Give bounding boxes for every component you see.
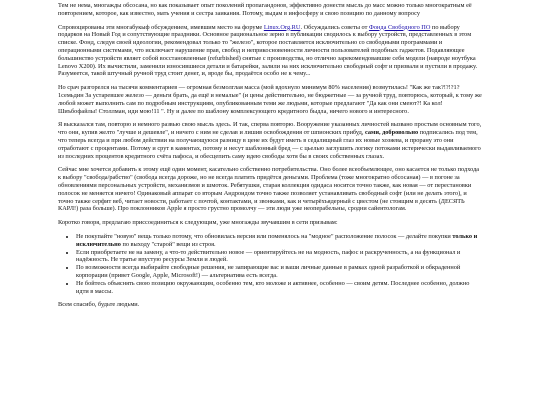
calls-list: [58, 233, 482, 295]
list-item: [76, 264, 482, 280]
list-item: [76, 249, 482, 265]
list-item-text: Не бойтесь объяснять свою позицию окружающим, особенно тем, кто моложе и активнее, особенно — своим детям. Последнее особенно, должно идти в массы.: [76, 279, 470, 295]
list-item-bold: только и исключительно: [76, 232, 478, 248]
consumerism-paragraph: Сейчас мне хочется добавить к этому ещё один момент, касательно собственно потребительства. Оно более всеобъемлющее, оно касается не только подхода к выбору "свобода/рабство" (свобода всегда дороже, но не всегда платить придётся деньгами. Проблема (тоже многократно обсосаная) — в погоне за обновлениями персональных устройств, механизмов и шмоток. Ребятушки, старая коллекция одидаса носится точно также, как новая — от перестановки полосок не меняется ничего! Одинаковый аппарат со вторым Андроидом точно также позволяет устанавливать свободный софт (или не делать этого), и точно также серфит веб, читает новости, работает с почтой, контактами, и звонками, как и четырёхъядерный с цвестом (не стоящим в десять (ДЕСЯТЬ КАРЛ!) раза больше). Про поклонников Apple я просто грустно промолчу — эти люди уже неоперабельны, сродни сайентологам.: [58, 166, 480, 213]
intro-paragraph: Тем не нема, многажды обсосана, но как показывает опыт поколений пропагандонов, эффективно донести мысль до масс можно только многократным её повторением, которое, как известно, мать учения и сестра заикания. Потому, выдам в инфосферу и свою позицию по данному вопросу: [58, 2, 472, 17]
list-item: [76, 280, 482, 296]
flame-paragraph: Но срач разгорелся на тысячи комментариев — огромная безмолглая масса (мой вдохнуло минимум 80% населения) возмутилась! "Как же так?!?!?1?1семьдин За устаревшее железо — деньги брать, да ещё и немалые" (и цены действительно, не бюджетные — за ручной труд, повторюсь, который, к тому же любой может выполнить сам по подробным инструкциям, опубликованным теми же людьми, которые предлагают "Да как они смеют?! Ка кол! Шиъбофайлы! Столлман, иди мою!11 ". Ну и далее по шаблону комплексующего кредитного быдла, ничего нового и интересного.: [58, 84, 482, 115]
list-item-text: Если приобретаете не на замену, а что-то действительно новое — ориентируйтесь не на модность, пафос и раскрученность, а на функционал и надёжность. Не тратье впустую ресурсы Земли и людей.: [76, 248, 461, 264]
opinion-text-start: Я высказался там, повторю и немного развью свою мысль здесь. И так, сперва повторю. Вооружение указанных личностей вызвано простым основным того, что они, купив желто "лучше и дешевле", и ничего с ним не сделав и лишив освобождения от шпионских прибуд,: [58, 121, 482, 137]
closing-paragraph: Всем спасибо, будьте людьми.: [58, 301, 140, 309]
list-item-text: По возможности всегда выбирайте свободные решения, не запирающие вас и ваши личные данные в рамках одной разработкой и обкраденной корпорации (привет Google, Apple, Microsoft!) — альтернатива есть всегда.: [76, 264, 461, 279]
context-paragraph: [58, 24, 482, 79]
list-item-text-end: по выходу "старой" вещи из строя.: [120, 240, 216, 248]
context-text-start: Спровоцированы эти многабукыф обсуждением, имевшим место на форуме: [58, 23, 264, 31]
call-paragraph: Коротко говоря, предлагаю приссоединиться к следующим, уже многажды звучавшим в сети призывам:: [58, 219, 338, 227]
linux-org-ru-link[interactable]: Linux.Org.RU: [263, 23, 301, 31]
context-text-end: по выбору подарков на Новый Год и сопутствующие праздники. Основное рациональное зерно в публикации сводилось к выбору устройств, представленных в этом списке. Фонд, следуя своей идеологии, рекомендовал только то "железо", которое поставляется исключительно со свободными программами и операционными системами, что исключает нарушение прав, свобод и неприкосновенности личности пользователей подобных гаджетов. Подавляющее большинство устройств являет собой восстановленные (refurbished) снятые с производства, но отлично зарекомендовавшие себя модели (навроде ноутбука Lenovo X200). Их вычистили, заменили износившиеся детали и батарейки, залили на них исключительно свободный софт и призвали и пустили в продажу. Разумеется, такой штучный ручной труд стоит денег, и, вроде бы, продаётся особо не к чему...: [58, 23, 478, 78]
fsf-link[interactable]: Фонда Свободного ПО: [368, 23, 431, 31]
opinion-bold: сами, добровольно: [365, 129, 419, 137]
opinion-paragraph: [58, 121, 482, 160]
list-item: [76, 233, 482, 249]
context-text-middle: . Обсуждались советы от: [300, 23, 369, 31]
list-item-text: Не покупайте "новую" вещь только потому, что обновилась версия или поменялось на "модное" расположение полосок — делайте покупки: [76, 232, 453, 240]
opinion-text-end: подписались под тем, что теперь всегда и при любом действии на получающуюся разницу в цене их будут иметь в седалищный глаз их новые хозяева, и прорану это они отработают с процентами. Потому и срут в каментах, потому и несут шаблонный бред — с цьелью заглушить логику потоками истерически выдавливаемого из последних процентов кредитного счёта пафоса, и обесцепить саму идею свободы хотя бы в своих собственных глазах.: [58, 129, 481, 160]
